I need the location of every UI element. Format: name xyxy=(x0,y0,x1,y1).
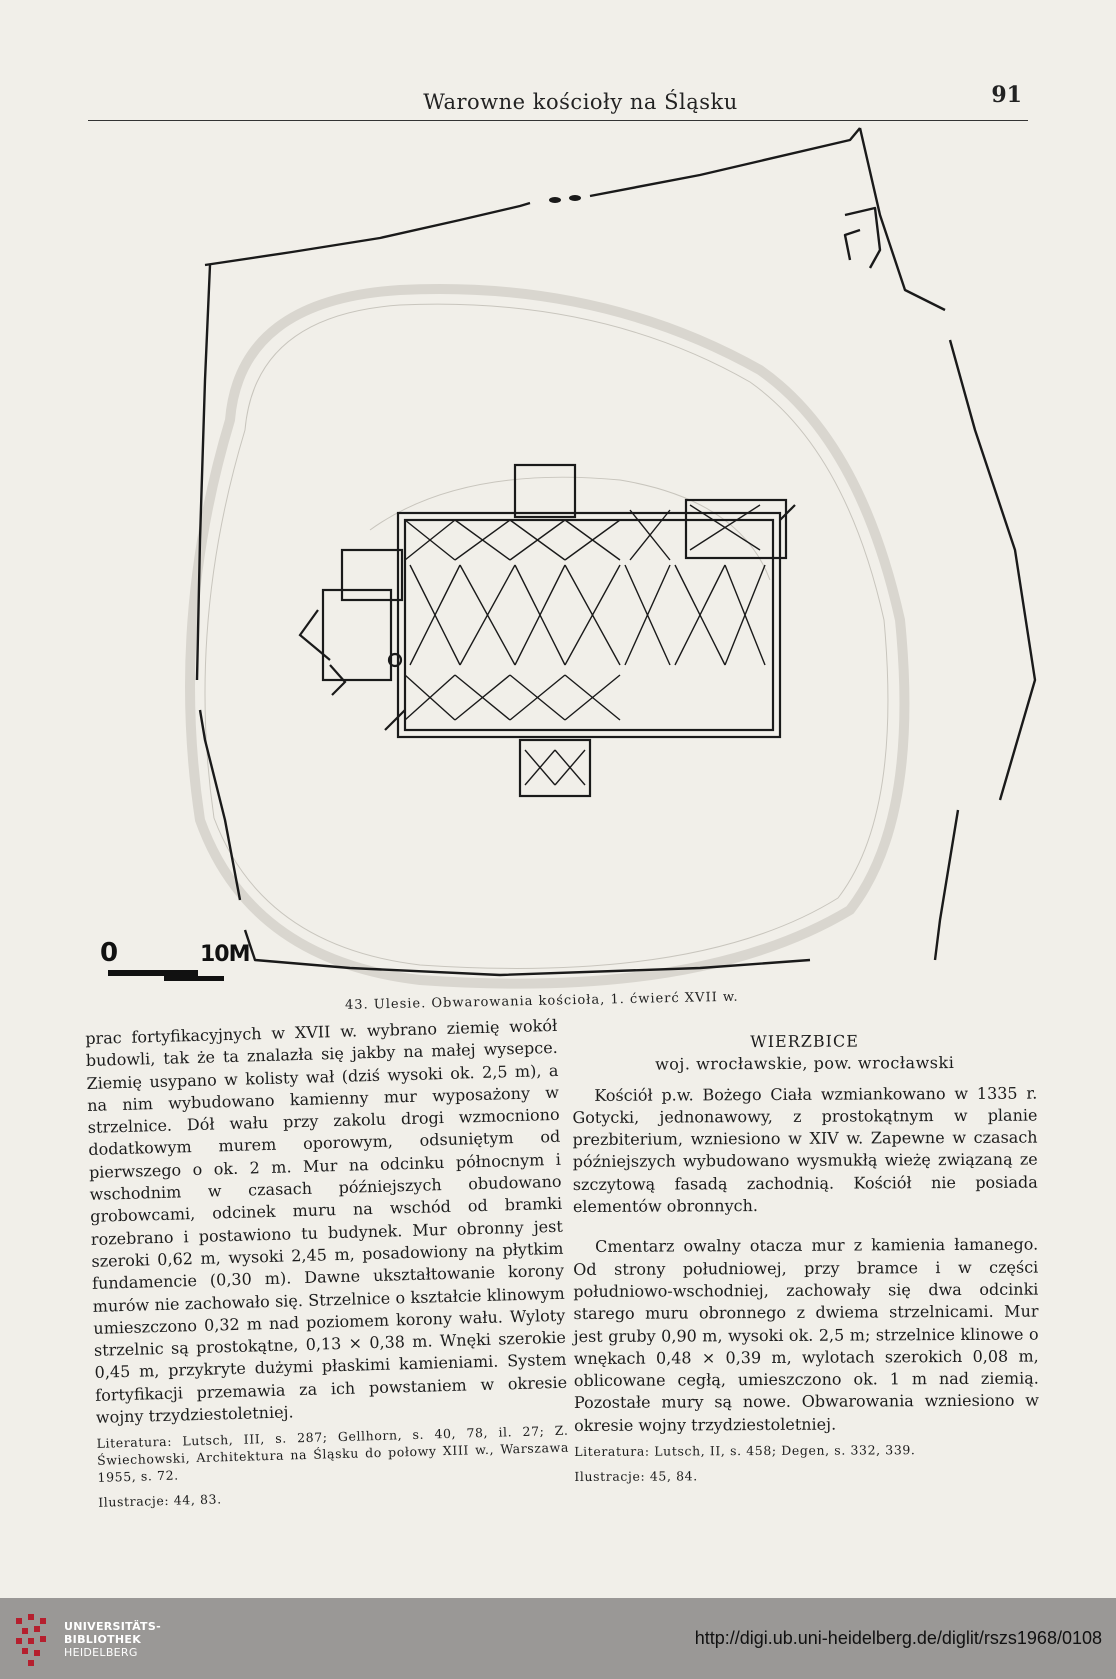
section-subheading: woj. wrocławskie, pow. wrocławski xyxy=(655,1053,955,1074)
page-number: 91 xyxy=(991,82,1022,108)
left-column xyxy=(85,1015,570,1511)
right-column xyxy=(572,1026,1039,1485)
literature-note: Literatura: Lutsch, III, s. 287; Gellhorn, s. 40, 78, il. 27; Z. Świechowski, Architektura na Śląsku do połowy XIII w., Warszawa 1955, s. 72. xyxy=(96,1423,570,1486)
source-url-link[interactable]: http://digi.ub.uni-heidelberg.de/diglit/rszs1968/0108 xyxy=(694,1628,1102,1648)
library-name: UNIVERSITÄTS- BIBLIOTHEK HEIDELBERG xyxy=(64,1620,161,1659)
running-head xyxy=(88,80,1028,121)
church-fortification-plan xyxy=(0,120,1116,1020)
section-heading: WIERZBICE xyxy=(750,1031,859,1052)
body-paragraph: Cmentarz owalny otacza mur z kamienia łamanego. Od strony południowej, przy bramce i w części południowo-wschodniej, zachowały się dwa odcinki starego muru obronnego z dwiema strzelnicami. Mur jest gruby 0,90 m, wysoki ok. 2,5 m; strzelnice klinowe o wnękach 0,48 × 0,39 m, wylotach szerokich 0,08 m, oblicowane cegłą, umieszczono ok. 1 m nad ziemią. Pozostałe mury są nowe. Obwarowania wzniesiono w okresie wojny trzydziestoletniej. xyxy=(573,1234,1040,1435)
illustrations-note: Ilustracje: 45, 84. xyxy=(574,1468,698,1485)
running-title: Warowne kościoły na Śląsku xyxy=(423,90,738,114)
university-library-logo-icon xyxy=(14,1612,54,1668)
figure-caption: 43. Ulesie. Obwarowania kościoła, 1. ćwierć XVII w. xyxy=(344,989,739,1013)
footer-bar xyxy=(0,1598,1116,1679)
scale-bar-segment xyxy=(164,976,224,981)
literature-note: Literatura: Lutsch, II, s. 458; Degen, s. 332, 339. xyxy=(574,1442,916,1460)
scale-start-label: 0 xyxy=(100,938,119,968)
body-paragraph: prac fortyfikacyjnych w XVII w. wybrano ziemię wokół budowli, tak że ta znalazła się jakby na małej wysepce. Ziemię usypano w kolisty wał (dziś wysoki ok. 2,5 m), a na nim wybudowano kamienny mur wyposażony w strzelnice. Dół wału przy zakolu drogi wzmocniono dodatkowym murem oporowym, odsuniętym od pierwszego o ok. 2 m. Mur na odcinku północnym i wschodnim w czasach późniejszych obudowano grobowcami, odcinek muru na wschód od bramki rozebrano i postawiono tu budynek. Mur obronny jest szeroki 0,62 m, wysoki 2,45 m, posadowiony na płytkim fundamencie (0,30 m). Dawne ukształtowanie korony murów nie zachowało się. Strzelnice o kształcie klinowym umieszczono 0,32 m nad poziomem korony wału. Wyloty strzelnic są prostokątne, 0,13 × 0,38 m. Wnęki szerokie 0,45 m, przykryte dużymi płaskimi kamieniami. System fortyfikacji przemawia za ich powstaniem w okresie wojny trzydziestoletniej. xyxy=(85,1015,568,1427)
illustrations-note: Ilustracje: 44, 83. xyxy=(98,1491,222,1511)
body-paragraph: Kościół p.w. Bożego Ciała wzmiankowano w 1335 r. Gotycki, jednonawowy, z prostokątnym w planie prezbiterium, wzniesiono w XIV w. Zapewne w czasach późniejszych wybudowano wysmukłą wieżę związaną ze szczytową fasadą zachodnią. Kościół nie posiada elementów obronnych. xyxy=(572,1083,1038,1217)
scale-end-label: 10M xyxy=(200,942,250,967)
